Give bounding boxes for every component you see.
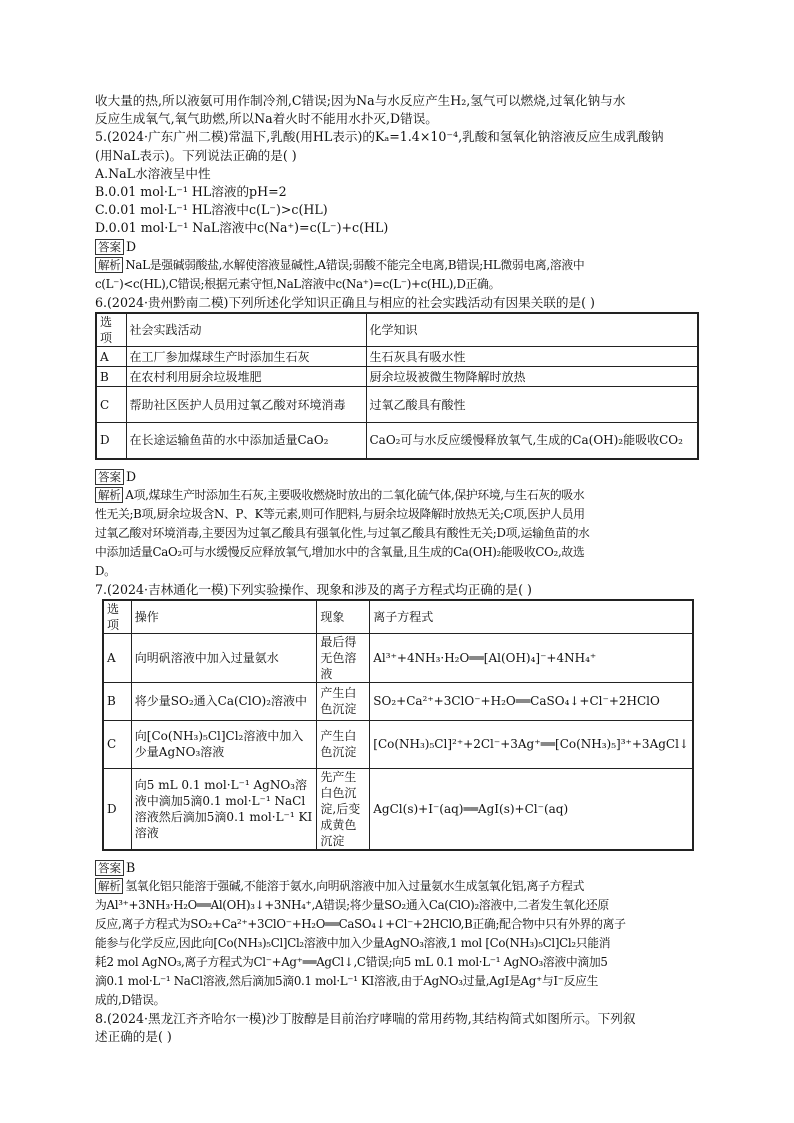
q7-analysis: 成的,D错误。 (95, 993, 166, 1008)
q7-answer (95, 859, 705, 877)
table-cell: 将少量SO₂通入Ca(ClO)₂溶液中 (131, 682, 317, 720)
q7-analysis: 为Al³⁺+3NH₃·H₂O══Al(OH)₃↓+3NH₄⁺,A错误;将少量SO₂通入Ca(ClO)₂溶液中,二者发生氧化还原 (95, 898, 609, 913)
table-cell: D (103, 768, 131, 850)
table-cell: 向[Co(NH₃)₅Cl]Cl₂溶液中加入少量AgNO₃溶液 (131, 720, 317, 768)
q5-analysis (95, 256, 705, 275)
table-row (103, 768, 693, 850)
table-cell: C (103, 720, 131, 768)
q7-analysis: 反应,离子方程式为SO₂+Ca²⁺+3ClO⁻+H₂O══CaSO₄↓+Cl⁻+2HClO,B正确;配合物中只有外界的离子 (95, 917, 626, 932)
table-header: 选项 (96, 313, 126, 347)
analysis-text: NaL是强碱弱酸盐,水解使溶液显碱性,A错误;弱酸不能完全电离,B错误;HL微弱电离,溶液中 (125, 257, 585, 272)
table-row (96, 347, 698, 367)
table-row (103, 633, 693, 682)
table-cell: C (96, 387, 126, 423)
q5-analysis: c(L⁻)<c(HL),C错误;根据元素守恒,NaL溶液中c(Na⁺)=c(L⁻)+c(HL),D正确。 (95, 276, 501, 291)
table-cell: CaO₂可与水反应缓慢释放氧气,生成的Ca(OH)₂能吸收CO₂ (366, 423, 698, 459)
page (95, 92, 705, 1047)
intro-line: 收大量的热,所以液氨可用作制冷剂,C错误;因为Na与水反应产生H₂,氢气可以燃烧,过氧化钠与水 (95, 93, 626, 108)
q5-option-a: A.NaL水溶液呈中性 (95, 165, 211, 181)
table-cell: AgCl(s)+I⁻(aq)══AgI(s)+Cl⁻(aq) (370, 768, 693, 850)
q6-analysis: 中添加适量CaO₂可与水缓慢反应释放氧气,增加水中的含氧量,且生成的Ca(OH)₂能吸收CO₂,故选 (95, 544, 585, 559)
table-cell: 先产生白色沉淀,后变成黄色沉淀 (317, 768, 370, 850)
q5-stem: 5.(2024·广东广州二模)常温下,乳酸(用HL表示)的Kₐ=1.4×10⁻⁴,乳酸和氢氧化钠溶液反应生成乳酸钠 (95, 129, 664, 145)
q5-answer (95, 238, 705, 256)
table-header-row (103, 600, 693, 634)
table-cell: 生石灰具有吸水性 (366, 347, 698, 367)
table-cell: D (96, 423, 126, 459)
table-cell: 厨余垃圾被微生物降解时放热 (366, 367, 698, 387)
table-header: 离子方程式 (370, 600, 693, 634)
q8-stem: 8.(2024·黑龙江齐齐哈尔一模)沙丁胺醇是目前治疗哮喘的常用药物,其结构简式如图所示。下列叙 (95, 1011, 636, 1027)
table-cell: 向5 mL 0.1 mol·L⁻¹ AgNO₃溶液中滴加5滴0.1 mol·L⁻¹ NaCl溶液然后滴加5滴0.1 mol·L⁻¹ KI溶液 (131, 768, 317, 850)
q6-answer (95, 468, 705, 486)
table-cell: [Co(NH₃)₅Cl]²⁺+2Cl⁻+3Ag⁺══[Co(NH₃)₅]³⁺+3AgCl↓ (370, 720, 693, 768)
q6-stem: 6.(2024·贵州黔南二模)下列所述化学知识正确且与相应的社会实践活动有因果关联的是( ) (95, 294, 595, 310)
analysis-text: 氢氧化铝只能溶于强碱,不能溶于氨水,向明矾溶液中加入过量氨水生成氢氧化铝,离子方程式 (125, 879, 585, 894)
table-header: 现象 (317, 600, 370, 634)
q6-analysis: 过氧乙酸对环境消毒,主要因为过氧乙酸具有强氧化性,与过氧乙酸具有酸性无关;D项,运输鱼苗的水 (95, 525, 590, 540)
q6-table (95, 312, 699, 460)
table-row (96, 387, 698, 423)
table-cell: B (103, 682, 131, 720)
q7-analysis (95, 877, 705, 896)
table-header: 社会实践活动 (126, 313, 366, 347)
table-cell: 在长途运输鱼苗的水中添加适量CaO₂ (126, 423, 366, 459)
table-cell: 最后得无色溶液 (317, 633, 370, 682)
table-cell: 过氧乙酸具有酸性 (366, 387, 698, 423)
table-cell: SO₂+Ca²⁺+3ClO⁻+H₂O══CaSO₄↓+Cl⁻+2HClO (370, 682, 693, 720)
q7-analysis: 滴0.1 mol·L⁻¹ NaCl溶液,然后滴加5滴0.1 mol·L⁻¹ KI溶液,由于AgNO₃过量,AgI是Ag⁺与I⁻反应生 (95, 974, 599, 989)
q6-analysis: D。 (95, 563, 116, 578)
table-row (96, 367, 698, 387)
table-cell: Al³⁺+4NH₃·H₂O══[Al(OH)₄]⁻+4NH₄⁺ (370, 633, 693, 682)
table-cell: 产生白色沉淀 (317, 682, 370, 720)
intro-line: 反应生成氧气,氧气助燃,所以Na着火时不能用水扑灭,D错误。 (95, 111, 438, 127)
answer-tag: 答案 (95, 860, 124, 876)
q5-option-d: D.0.01 mol·L⁻¹ NaL溶液中c(Na⁺)=c(L⁻)+c(HL) (95, 220, 389, 236)
analysis-tag: 解析 (95, 487, 123, 503)
q8-stem: 述正确的是( ) (95, 1029, 172, 1045)
q7-analysis: 耗2 mol AgNO₃,离子方程式为Cl⁻+Ag⁺══AgCl↓,C错误;向5 mL 0.1 mol·L⁻¹ AgNO₃溶液中滴加5 (95, 955, 608, 970)
table-cell: B (96, 367, 126, 387)
table-cell: A (96, 347, 126, 367)
answer-value: D (126, 468, 137, 484)
q7-analysis: 能参与化学反应,因此向[Co(NH₃)₅Cl]Cl₂溶液中加入少量AgNO₃溶液,1 mol [Co(NH₃)₅Cl]Cl₂只能消 (95, 936, 611, 951)
analysis-tag: 解析 (95, 878, 123, 894)
table-cell: A (103, 633, 131, 682)
table-cell: 在农村利用厨余垃圾堆肥 (126, 367, 366, 387)
table-header: 化学知识 (366, 313, 698, 347)
table-row (96, 423, 698, 459)
q7-table (102, 599, 694, 851)
q5-option-c: C.0.01 mol·L⁻¹ HL溶液中c(L⁻)>c(HL) (95, 202, 328, 218)
answer-tag: 答案 (95, 239, 124, 255)
q5-option-b: B.0.01 mol·L⁻¹ HL溶液的pH=2 (95, 184, 287, 200)
q7-stem: 7.(2024·吉林通化一模)下列实验操作、现象和涉及的离子方程式均正确的是( ) (95, 581, 532, 597)
table-header: 选项 (103, 600, 131, 634)
answer-value: B (126, 859, 136, 875)
table-row (103, 682, 693, 720)
q6-analysis: 性无关;B项,厨余垃圾含N、P、K等元素,则可作肥料,与厨余垃圾降解时放热无关;C项,医护人员用 (95, 506, 585, 521)
table-cell: 向明矾溶液中加入过量氨水 (131, 633, 317, 682)
analysis-tag: 解析 (95, 257, 123, 273)
table-row (103, 720, 693, 768)
table-header-row (96, 313, 698, 347)
table-cell: 在工厂参加煤球生产时添加生石灰 (126, 347, 366, 367)
analysis-text: A项,煤球生产时添加生石灰,主要吸收燃烧时放出的二氧化硫气体,保护环境,与生石灰的吸水 (125, 487, 585, 502)
q6-analysis (95, 486, 705, 505)
table-header: 操作 (131, 600, 317, 634)
table-cell: 帮助社区医护人员用过氧乙酸对环境消毒 (126, 387, 366, 423)
answer-value: D (126, 238, 137, 254)
table-cell: 产生白色沉淀 (317, 720, 370, 768)
q5-stem: (用NaL表示)。下列说法正确的是( ) (95, 147, 297, 163)
answer-tag: 答案 (95, 469, 124, 485)
